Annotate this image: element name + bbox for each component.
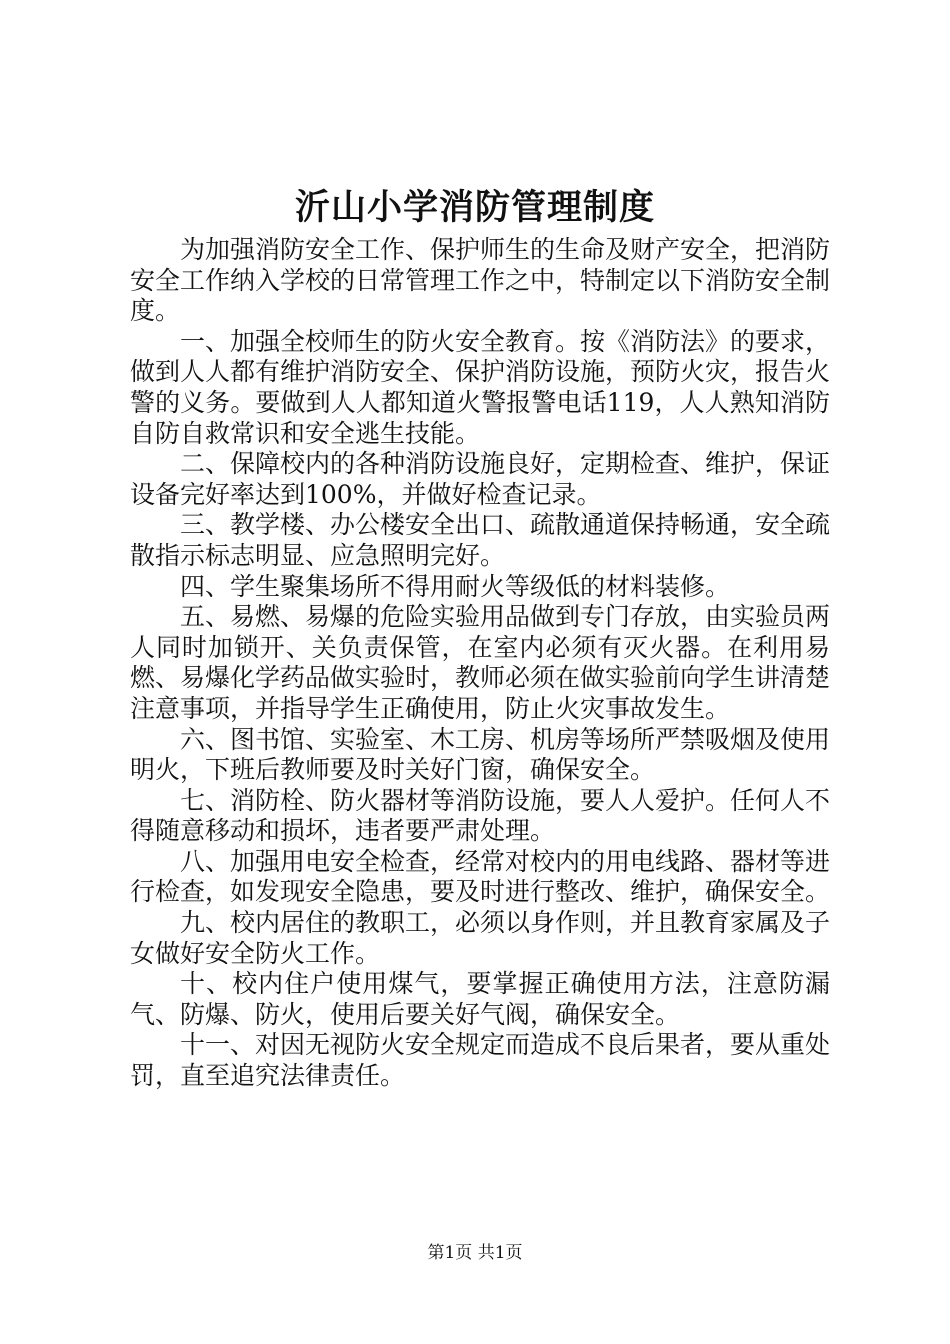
document-title: 沂山小学消防管理制度 — [294, 187, 655, 228]
paragraph-rule-6: 六、图书馆、实验室、木工房、机房等场所严禁吸烟及使用明火，下班后教师要及时关好门窗，确保安全。 — [130, 724, 831, 785]
paragraph-rule-9: 九、校内居住的教职工，必须以身作则，并且教育家属及子女做好安全防火工作。 — [130, 908, 831, 968]
paragraph-rule-11: 十一、对因无视防火安全规定而造成不良后果者，要从重处罚，直至追究法律责任。 — [130, 1030, 831, 1091]
paragraph-rule-7: 七、消防栓、防火器材等消防设施，要人人爱护。任何人不得随意移动和损坏，违者要严肃处理。 — [130, 785, 831, 846]
paragraph-rule-4: 四、学生聚集场所不得用耐火等级低的材料装修。 — [180, 571, 731, 601]
paragraph-rule-5: 五、易燃、易爆的危险实验用品做到专门存放，由实验员两人同时加锁开、关负责保管，在室内必须有灭火器。在利用易燃、易爆化学药品做实验时，教师必须在做实验前向学生讲清楚注意事项，并指导学生正确使用，防止火灾事故发生。 — [130, 602, 831, 723]
document-body — [130, 235, 830, 1092]
paragraph-rule-1: 一、加强全校师生的防火安全教育。按《消防法》的要求，做到人人都有维护消防安全、保护消防设施，预防火灾，报告火警的义务。要做到人人都知道火警报警电话119，人人熟知消防自防自救常识和安全逃生技能。 — [130, 326, 831, 448]
paragraph-intro: 为加强消防安全工作、保护师生的生命及财产安全，把消防安全工作纳入学校的日常管理工作之中，特制定以下消防安全制度。 — [130, 235, 831, 326]
paragraph-rule-2: 二、保障校内的各种消防设施良好，定期检查、维护，保证设备完好率达到100%，并做好检查记录。 — [130, 449, 831, 509]
paragraph-rule-8: 八、加强用电安全检查，经常对校内的用电线路、器材等进行检查，如发现安全隐患，要及时进行整改、维护，确保安全。 — [130, 846, 831, 907]
page-footer: 第1页 共1页 — [427, 1243, 523, 1263]
paragraph-rule-3: 三、教学楼、办公楼安全出口、疏散通道保持畅通，安全疏散指示标志明显、应急照明完好。 — [130, 510, 831, 570]
paragraph-rule-10: 十、校内住户使用煤气，要掌握正确使用方法，注意防漏气、防爆、防火，使用后要关好气阀，确保安全。 — [130, 969, 830, 1029]
